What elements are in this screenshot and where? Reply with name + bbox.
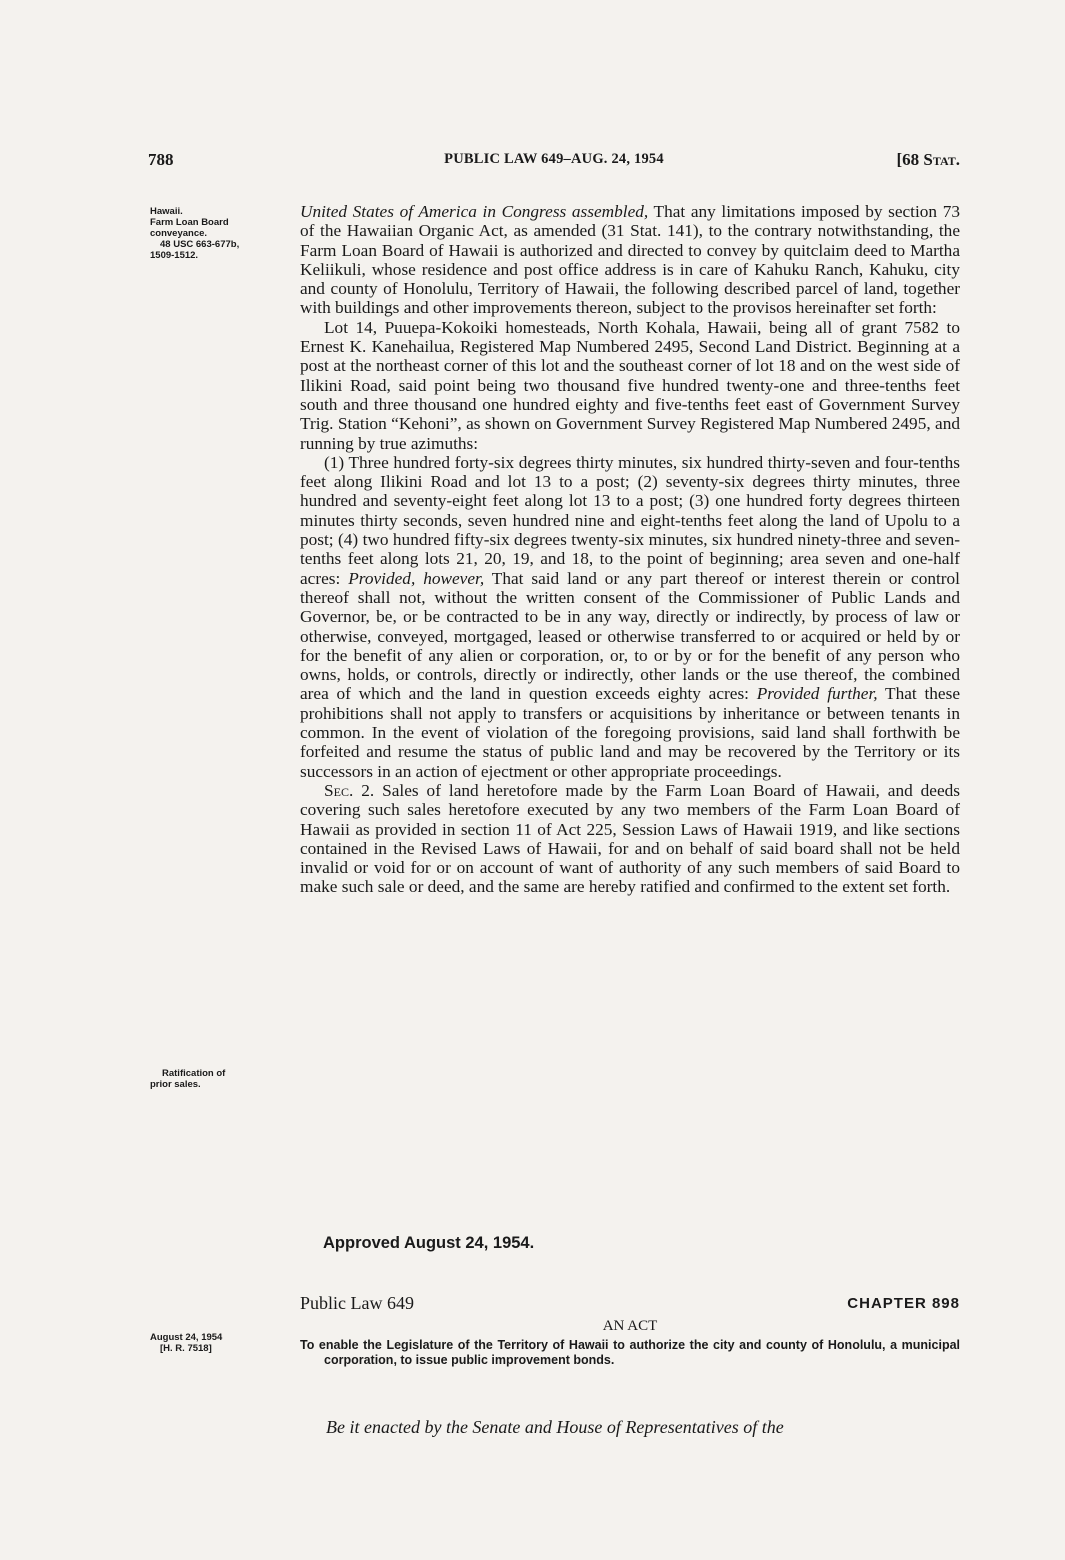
paragraph-lot-description: Lot 14, Puuepa-Kokoiki homesteads, North Kohala, Hawaii, being all of grant 7582 to Ernest K. Kanehailua, Registered Map Numbered 2495, Second Land District. Beginning at a post at the northeast corner of this lot and the southeast corner of lot 18 and on the west side of Ilikini Road, said point being two thousand five hundred twenty-one and three-tenths feet south and three thousand one hundred eighty and five-tenths feet east of Government Survey Trig. Station “Kehoni”, as shown on Government Survey Registered Map Numbered 2495, and running by true azimuths: xyxy=(300,317,960,453)
margin-note-bill xyxy=(150,1332,290,1354)
running-title: PUBLIC LAW 649–AUG. 24, 1954 xyxy=(444,151,664,167)
page-header xyxy=(148,150,960,176)
paragraph-text: (1) Three hundred forty-six degrees thirty minutes, six hundred thirty-seven and four-tenths feet along Ilikini Road and lot 13 to a post; (2) seventy-six degrees thirty minutes, three hundred and seventy-eight feet along lot 13 to a post; (3) one hundred forty degrees thirteen minutes thirty seconds, seven hundred nine and eight-tenths feet along the land of Upolu to a post; (4) two hundred fifty-six degrees twenty-six minutes, six hundred ninety-three and seven-tenths feet along lots 21, 20, 19, and 18, to the point of beginning; area seven and one-half acres: xyxy=(300,452,960,588)
margin-note-line: Hawaii. xyxy=(150,206,183,217)
paragraph-text: That said land or any part thereof or interest therein or control thereof shall not, without the written consent of the Commissioner of Public Lands and Governor, be, or be contracted to be in any way, directly or indirectly, by process of law or otherwise, conveyed, mortgaged, leased or otherwise transferred to or acquired or held by or for the benefit of any alien or corporation, or, to or by or for the benefit of any person who owns, holds, or controls, directly or indirectly, other lands or the use thereof, the combined area of which and the land in question exceeds eighty acres: xyxy=(300,568,960,704)
main-text xyxy=(300,202,960,897)
approval-line: Approved August 24, 1954. xyxy=(323,1234,535,1252)
chapter-label: CHAPTER 898 xyxy=(847,1295,960,1312)
statute-volume xyxy=(896,150,960,170)
statute-volume-label: Stat. xyxy=(923,150,960,169)
an-act-heading: AN ACT xyxy=(602,1318,658,1334)
margin-note-line: conveyance. xyxy=(150,228,208,239)
paragraph-text: Sales of land heretofore made by the Farm Loan Board of Hawaii, and deeds covering such sales heretofore executed by any two members of the Farm Loan Board of Hawaii as provided in section 11 of Act 225, Session Laws of Hawaii 1919, and like sections contained in the Revised Laws of Hawaii, for and on behalf of said board shall not be held invalid or void for or on account of want of authority of any such members of said Board to make such sale or deed, and the same are hereby ratified and confirmed to the extent set forth. xyxy=(300,780,961,897)
paragraph-enacting xyxy=(300,202,960,318)
margin-note-ratification xyxy=(150,1068,290,1090)
margin-note-line: August 24, 1954 xyxy=(150,1332,223,1343)
margin-note-line: prior sales. xyxy=(150,1079,201,1090)
proviso-further: Provided further, xyxy=(756,684,878,704)
paragraph-text: That these prohibitions shall not apply to transfers or acquisitions by inheritance or between tenants in common. In the event of violation of the foregoing provisions, said land shall forthwith be forfeited and resume the status of public land and may be recovered by the Territory or its successors in an action of ejectment or other appropriate proceedings. xyxy=(300,684,960,781)
paragraph-azimuths xyxy=(300,453,960,781)
section-label: Sec. 2. xyxy=(324,780,375,800)
margin-note-line: 48 USC 663-677b, xyxy=(160,239,240,250)
act-summary: To enable the Legislature of the Territory of Hawaii to authorize the city and county of Honolulu, a municipal corporation, to issue public improvement bonds. xyxy=(300,1338,960,1367)
public-law-label: Public Law 649 xyxy=(300,1293,414,1313)
statute-volume-number: [68 xyxy=(896,150,920,169)
enacting-clause-next: Be it enacted by the Senate and House of Representatives of the xyxy=(326,1417,784,1437)
margin-note-line: [H. R. 7518] xyxy=(160,1343,212,1354)
margin-note-line: Ratification of xyxy=(162,1068,226,1079)
margin-note-hawaii xyxy=(150,206,290,261)
proviso-however: Provided, however, xyxy=(348,568,485,588)
enacting-clause: United States of America in Congress assembled, xyxy=(300,202,649,221)
section-2 xyxy=(300,781,960,897)
margin-note-line: Farm Loan Board xyxy=(150,217,229,228)
margin-note-line: 1509-1512. xyxy=(150,250,199,261)
page-number: 788 xyxy=(148,150,174,169)
paragraph-text: That any limitations imposed by section 73 of the Hawaiian Organic Act, as amended (31 Stat. 141), to the contrary notwithstanding, the Farm Loan Board of Hawaii is authorized and directed to convey by quitclaim deed to Martha Keliikuli, whose residence and post office address is in care of Kahuku Ranch, Kahuku, city and county of Honolulu, Territory of Hawaii, the following described parcel of land, together with buildings and other improvements thereon, subject to the provisos hereinafter set forth: xyxy=(300,202,960,318)
